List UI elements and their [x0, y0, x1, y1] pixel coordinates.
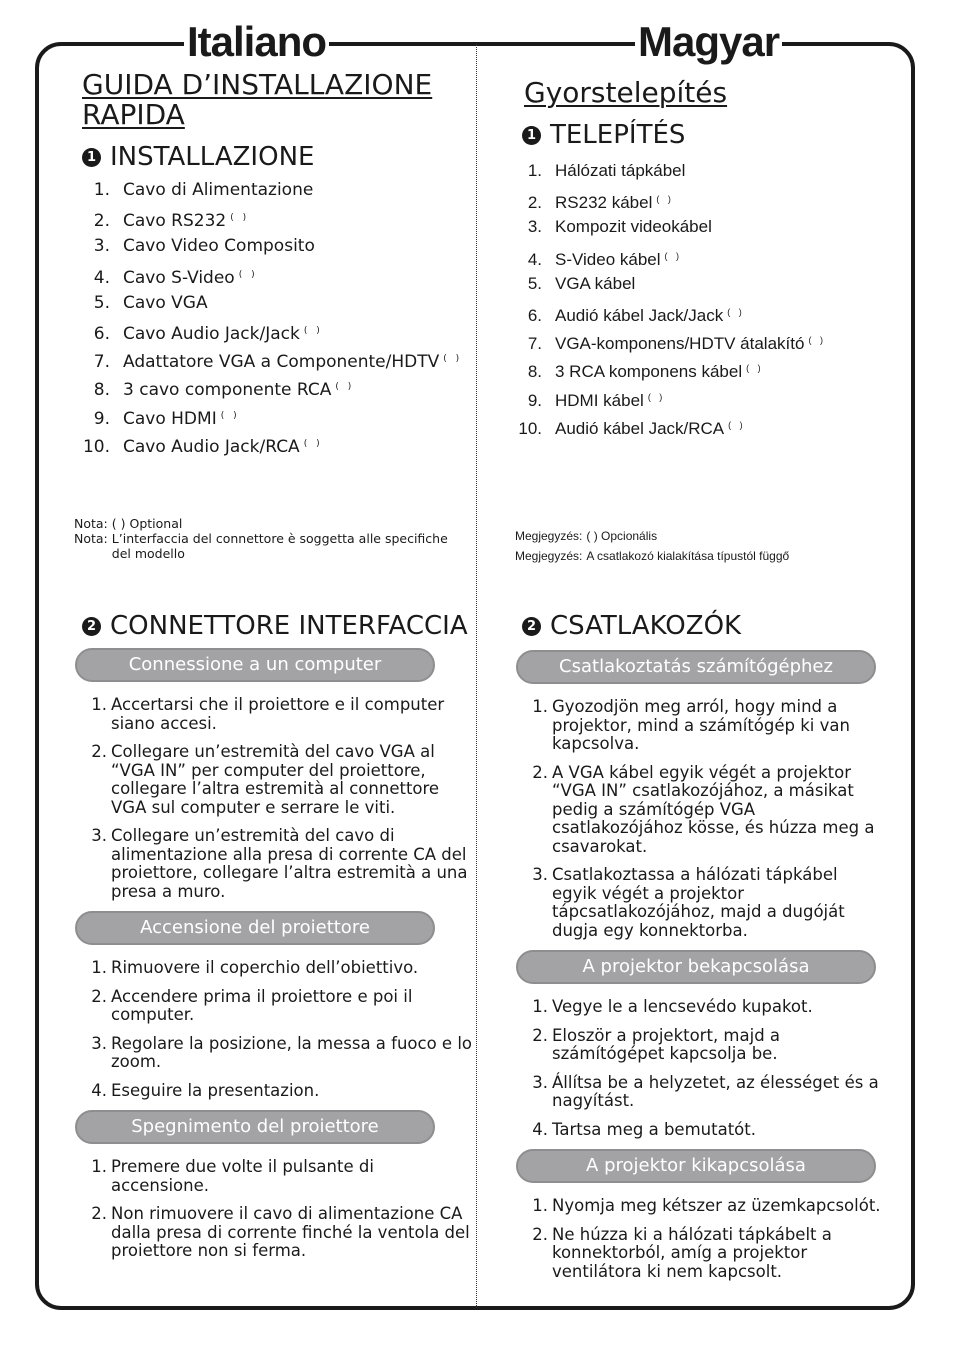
subsection-header: Connessione a un computer	[75, 648, 435, 682]
list-item	[80, 430, 462, 458]
step-item	[516, 866, 886, 940]
item-label: Cavo HDMI	[123, 408, 217, 429]
parts-list	[512, 157, 826, 439]
step-item	[516, 764, 886, 857]
item-label: Kompozit videokábel	[555, 217, 712, 237]
step-item	[516, 1121, 886, 1140]
step-item	[75, 696, 475, 733]
subsections	[75, 648, 475, 1271]
step-item	[75, 1035, 475, 1072]
optional-marker: ( )	[220, 410, 240, 421]
item-number: 3.	[527, 217, 542, 237]
step-item	[516, 998, 886, 1017]
step-text: Collegare un’estremità del cavo VGA al “VGA IN” per computer del proiettore, collegare l’altra estremità al connettore VGA sul computer e serrare le viti.	[111, 742, 440, 817]
step-number: 3.	[91, 826, 107, 845]
step-item	[75, 1082, 475, 1101]
step-item	[75, 988, 475, 1025]
item-label: Cavo VGA	[123, 292, 208, 313]
step-text: Accendere prima il proiettore e poi il computer.	[111, 986, 413, 1024]
optional-marker: ( )	[335, 382, 355, 393]
note-text: ( ) Optional	[111, 516, 183, 531]
number-badge: 2	[522, 617, 541, 636]
steps-list	[75, 696, 475, 901]
item-number: 6.	[93, 323, 110, 344]
step-number: 2.	[532, 762, 548, 782]
item-number: 7.	[527, 334, 542, 354]
note-label: Megjegyzés:	[515, 549, 583, 563]
item-label: HDMI kábel	[555, 390, 644, 410]
step-text: Gyozodjön meg arról, hogy mind a projektor, mind a számítógép ki van kapcsolva.	[552, 697, 850, 753]
number-badge: 1	[82, 148, 101, 167]
list-item	[80, 317, 462, 345]
subsection-header: A projektor bekapcsolása	[516, 950, 876, 984]
item-label: VGA kábel	[555, 273, 636, 293]
list-item	[512, 242, 826, 270]
step-number: 3.	[532, 1072, 548, 1092]
subsection-header: Spegnimento del proiettore	[75, 1110, 435, 1144]
optional-marker: ( )	[303, 325, 323, 336]
step-number: 1.	[91, 1157, 107, 1176]
section-heading-connectors	[82, 611, 468, 641]
step-text: Non rimuovere il cavo di alimentazione CA dalla presa di corrente finché la ventola del proiettore non si ferma.	[111, 1204, 470, 1260]
step-number: 2.	[91, 1204, 107, 1223]
list-item	[80, 402, 462, 430]
subsection-header: A projektor kikapcsolása	[516, 1149, 876, 1183]
optional-marker: ( )	[727, 306, 745, 317]
item-number: 3.	[93, 236, 110, 257]
steps-list	[516, 998, 886, 1139]
item-number: 1.	[527, 161, 542, 180]
step-number: 1.	[91, 695, 107, 714]
step-number: 1.	[532, 1196, 548, 1215]
note-text: L’interfaccia del connettore è soggetta alle specifiche del modello	[111, 531, 448, 561]
list-item	[80, 345, 462, 373]
section-heading-installation	[522, 120, 685, 150]
list-item	[80, 289, 462, 317]
guide-title-line2: RAPIDA	[82, 98, 185, 131]
item-label: Cavo S-Video	[123, 267, 235, 288]
list-item	[512, 354, 826, 382]
item-label: 3 cavo componente RCA	[123, 380, 332, 401]
step-number: 2.	[91, 742, 107, 761]
item-number: 4.	[527, 249, 542, 269]
step-text: Csatlakoztassa a hálózati tápkábel egyik végét a projektor tápcsatlakozójához, majd a dugóját dugja egy konnektorba.	[552, 865, 845, 940]
section-heading-text: TELEPÍTÉS	[550, 120, 686, 150]
item-label: 3 RCA komponens kábel	[555, 362, 743, 382]
list-item	[80, 176, 462, 204]
list-item	[512, 185, 826, 213]
notes	[74, 516, 464, 561]
optional-marker: ( )	[808, 335, 826, 346]
subsection-header: Accensione del proiettore	[75, 911, 435, 945]
list-item	[512, 326, 826, 354]
note	[74, 531, 464, 561]
item-number: 8.	[93, 380, 110, 401]
note-label: Nota:	[74, 531, 108, 546]
item-number: 10.	[82, 436, 110, 457]
list-item	[512, 298, 826, 326]
step-number: 4.	[532, 1119, 548, 1139]
item-number: 6.	[527, 305, 542, 325]
notes	[515, 526, 895, 566]
guide-title: Gyorstelepítés	[524, 76, 728, 109]
optional-marker: ( )	[443, 354, 463, 365]
note-label: Megjegyzés:	[515, 529, 583, 543]
section-heading-installation	[82, 142, 314, 172]
item-number: 5.	[527, 273, 542, 293]
list-item	[80, 373, 462, 401]
step-text: Eseguire la presentazion.	[111, 1080, 320, 1100]
item-number: 2.	[93, 211, 110, 232]
optional-marker: ( )	[656, 194, 674, 205]
item-label: Adattatore VGA a Componente/HDTV	[123, 352, 440, 373]
guide-title	[82, 70, 432, 130]
list-item	[512, 213, 826, 241]
step-number: 2.	[532, 1224, 548, 1244]
item-number: 9.	[93, 408, 110, 429]
step-text: Premere due volte il pulsante di accensione.	[111, 1157, 374, 1195]
optional-marker: ( )	[238, 269, 258, 280]
item-label: Cavo Audio Jack/RCA	[123, 436, 300, 457]
step-number: 1.	[91, 958, 107, 977]
section-heading-text: INSTALLAZIONE	[110, 142, 315, 172]
item-label: S-Video kábel	[555, 249, 661, 269]
column-divider	[476, 44, 477, 1308]
parts-list	[80, 176, 462, 458]
step-number: 3.	[532, 865, 548, 884]
item-label: Audió kábel Jack/Jack	[555, 305, 724, 325]
step-item	[75, 1158, 475, 1195]
optional-marker: ( )	[728, 419, 746, 430]
language-title-hungarian: Magyar	[635, 16, 782, 68]
list-item	[512, 157, 826, 185]
step-number: 2.	[532, 1025, 548, 1045]
item-number: 5.	[93, 292, 110, 313]
step-item	[75, 743, 475, 817]
note	[515, 546, 895, 566]
step-text: Nyomja meg kétszer az üzemkapcsolót.	[552, 1196, 881, 1215]
item-number: 7.	[93, 352, 110, 373]
step-number: 3.	[91, 1033, 107, 1053]
number-badge: 2	[82, 617, 101, 636]
item-number: 1.	[93, 180, 110, 200]
note	[74, 516, 464, 531]
optional-marker: ( )	[230, 213, 250, 224]
step-text: A VGA kábel egyik végét a projektor “VGA IN” csatlakozójához, a másikat pedig a számítógép VGA csatlakozójához kösse, és húzza meg a csavarokat.	[552, 762, 875, 856]
subsections	[516, 650, 886, 1291]
section-heading-text: CONNETTORE INTERFACCIA	[110, 611, 468, 641]
step-number: 1.	[532, 697, 548, 716]
item-label: Hálózati tápkábel	[555, 161, 686, 180]
list-item	[512, 383, 826, 411]
step-text: Eloször a projektort, majd a számítógépet kapcsolja be.	[552, 1025, 781, 1063]
guide-title-line1: GUIDA D’INSTALLAZIONE	[82, 68, 433, 101]
step-text: Tartsa meg a bemutatót.	[552, 1119, 756, 1139]
item-label: Cavo di Alimentazione	[123, 180, 314, 200]
step-item	[516, 1197, 886, 1216]
step-number: 4.	[91, 1080, 107, 1100]
optional-marker: ( )	[647, 391, 666, 402]
section-heading-connectors	[522, 611, 741, 641]
optional-marker: ( )	[303, 438, 323, 449]
item-label: VGA-komponens/HDTV átalakító	[555, 334, 805, 354]
step-item	[75, 827, 475, 901]
list-item	[80, 204, 462, 232]
item-label: Cavo Audio Jack/Jack	[123, 323, 300, 344]
item-number: 2.	[527, 193, 542, 213]
note	[515, 526, 895, 546]
step-number: 1.	[532, 997, 548, 1016]
step-item	[75, 959, 475, 978]
optional-marker: ( )	[664, 250, 683, 261]
item-label: Audió kábel Jack/RCA	[555, 418, 725, 438]
step-text: Rimuovere il coperchio dell’obiettivo.	[111, 958, 419, 977]
list-item	[512, 411, 826, 439]
steps-list	[75, 1158, 475, 1261]
note-text: A csatlakozó kialakítása típustól függő	[586, 549, 790, 563]
item-label: Cavo RS232	[123, 211, 227, 232]
step-text: Regolare la posizione, la messa a fuoco e lo zoom.	[111, 1033, 473, 1071]
step-text: Vegye le a lencsevédo kupakot.	[552, 997, 813, 1016]
steps-list	[516, 1197, 886, 1281]
step-item	[516, 698, 886, 754]
list-item	[80, 232, 462, 260]
item-label: RS232 kábel	[555, 193, 653, 213]
step-item	[516, 1027, 886, 1064]
item-number: 4.	[93, 267, 110, 288]
step-text: Accertarsi che il proiettore e il computer siano accesi.	[111, 695, 445, 733]
item-number: 8.	[527, 362, 542, 382]
language-title-italian: Italiano	[184, 16, 329, 68]
steps-list	[516, 698, 886, 940]
list-item	[512, 270, 826, 298]
list-item	[80, 261, 462, 289]
item-number: 10.	[518, 418, 542, 438]
step-item	[75, 1205, 475, 1261]
step-item	[516, 1226, 886, 1282]
item-number: 9.	[527, 390, 542, 410]
optional-marker: ( )	[746, 363, 764, 374]
step-text: Ne húzza ki a hálózati tápkábelt a konnektorból, amíg a projektor ventilátora ki nem kapcsolt.	[552, 1224, 832, 1281]
step-text: Állítsa be a helyzetet, az élességet és a nagyítást.	[552, 1072, 879, 1110]
subsection-header: Csatlakoztatás számítógéphez	[516, 650, 876, 684]
number-badge: 1	[522, 126, 541, 145]
step-number: 2.	[91, 986, 107, 1006]
step-text: Collegare un’estremità del cavo di alimentazione alla presa di corrente CA del proiettore, collegare l’altra estremità a una presa a muro.	[111, 826, 468, 901]
steps-list	[75, 959, 475, 1100]
note-label: Nota:	[74, 516, 108, 531]
item-label: Cavo Video Composito	[123, 236, 315, 257]
note-text: ( ) Opcionális	[586, 529, 658, 543]
section-heading-text: CSATLAKOZÓK	[550, 611, 742, 641]
step-item	[516, 1074, 886, 1111]
